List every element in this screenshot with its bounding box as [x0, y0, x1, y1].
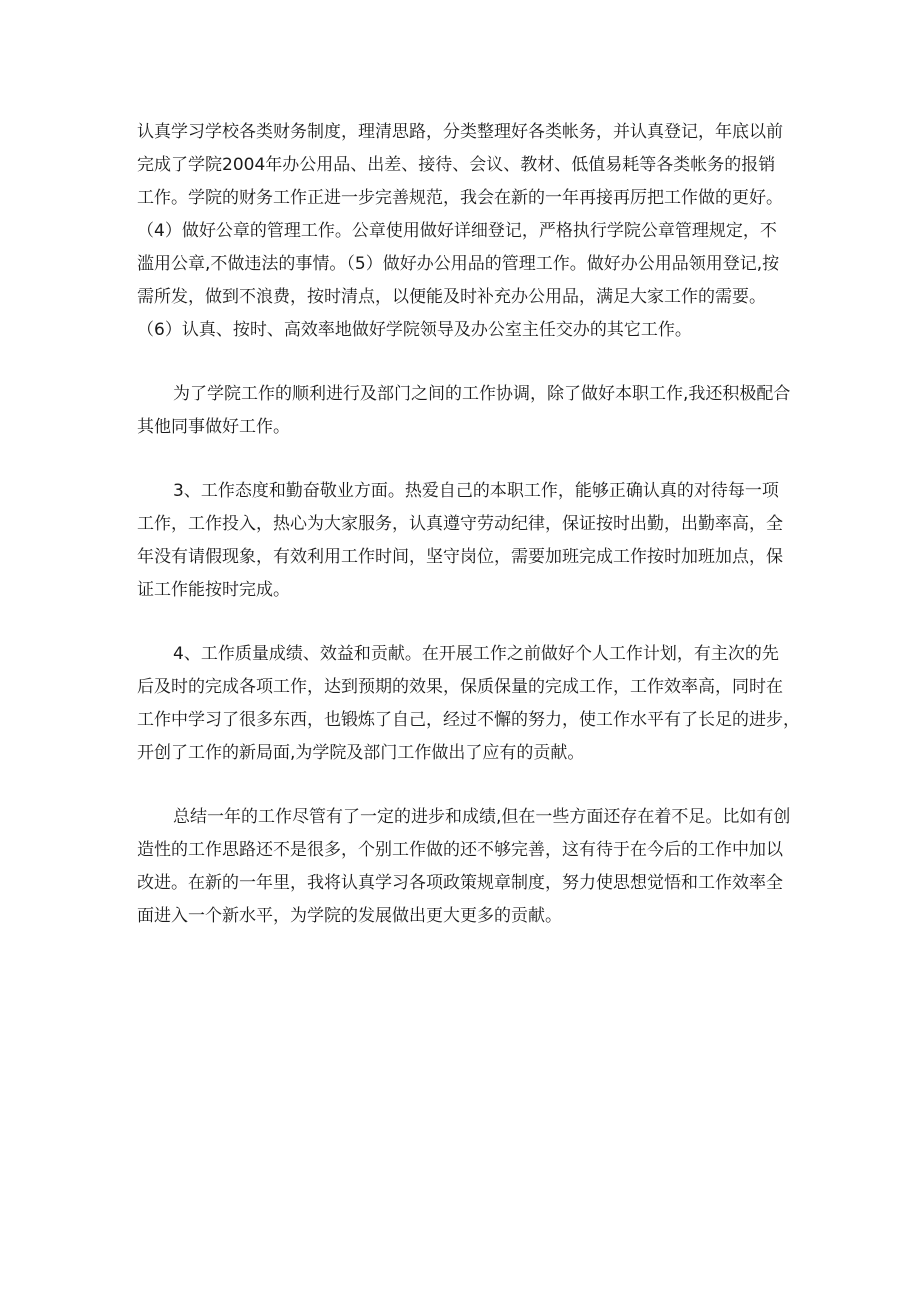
- text-line: 4、工作质量成绩、效益和贡献。在开展工作之前做好个人工作计划，有主次的先: [173, 644, 779, 664]
- paragraph-cooperation: [137, 378, 803, 444]
- text-line: 造性的工作思路还不是很多，个别工作做的还不够完善，这有待于在今后的工作中加以: [137, 840, 783, 860]
- text-line: 工作，工作投入，热心为大家服务，认真遵守劳动纪律，保证按时出勤，出勤率高，全: [137, 514, 783, 534]
- text-line: 开创了工作的新局面,为学院及部门工作做出了应有的贡献。: [137, 743, 585, 763]
- text-line: 为了学院工作的顺利进行及部门之间的工作协调，除了做好本职工作,我还积极配合: [173, 384, 791, 404]
- text-line: 总结一年的工作尽管有了一定的进步和成绩,但在一些方面还存在着不足。比如有创: [173, 807, 791, 827]
- text-line: 工作中学习了很多东西，也锻炼了自己，经过不懈的努力，使工作水平有了长足的进步，: [137, 710, 800, 730]
- paragraph-summary: [137, 801, 803, 933]
- paragraph-work-quality: [137, 638, 803, 770]
- text-line: 改进。在新的一年里，我将认真学习各项政策规章制度，努力使思想觉悟和工作效率全: [137, 873, 783, 893]
- text-line: 完成了学院2004年办公用品、出差、接待、会议、教材、低值易耗等各类帐务的报销: [137, 155, 776, 175]
- text-line: 证工作能按时完成。: [137, 580, 290, 600]
- text-line: 后及时的完成各项工作，达到预期的效果，保质保量的完成工作，工作效率高，同时在: [137, 677, 783, 697]
- text-line: 3、工作态度和勤奋敬业方面。热爱自己的本职工作，能够正确认真的对待每一项: [173, 481, 779, 501]
- paragraph-finance-and-seal: [137, 116, 803, 347]
- text-line: 其他同事做好工作。: [137, 417, 290, 437]
- paragraph-work-attitude: [137, 475, 803, 607]
- document-body: [137, 116, 803, 964]
- text-line: （4）做好公章的管理工作。公章使用做好详细登记，严格执行学院公章管理规定，不: [137, 221, 777, 241]
- text-line: 滥用公章,不做违法的事情。（5）做好办公用品的管理工作。做好办公用品领用登记,按: [137, 254, 780, 274]
- text-line: 工作。学院的财务工作正进一步完善规范，我会在新的一年再接再厉把工作做的更好。: [137, 188, 783, 208]
- text-line: 认真学习学校各类财务制度，理清思路，分类整理好各类帐务，并认真登记，年底以前: [137, 122, 783, 142]
- text-line: （6）认真、按时、高效率地做好学院领导及办公室主任交办的其它工作。: [137, 320, 692, 340]
- text-line: 年没有请假现象，有效利用工作时间，坚守岗位，需要加班完成工作按时加班加点，保: [137, 547, 783, 567]
- text-line: 需所发，做到不浪费，按时清点，以便能及时补充办公用品，满足大家工作的需要。: [137, 287, 766, 307]
- text-line: 面进入一个新水平，为学院的发展做出更大更多的贡献。: [137, 906, 562, 926]
